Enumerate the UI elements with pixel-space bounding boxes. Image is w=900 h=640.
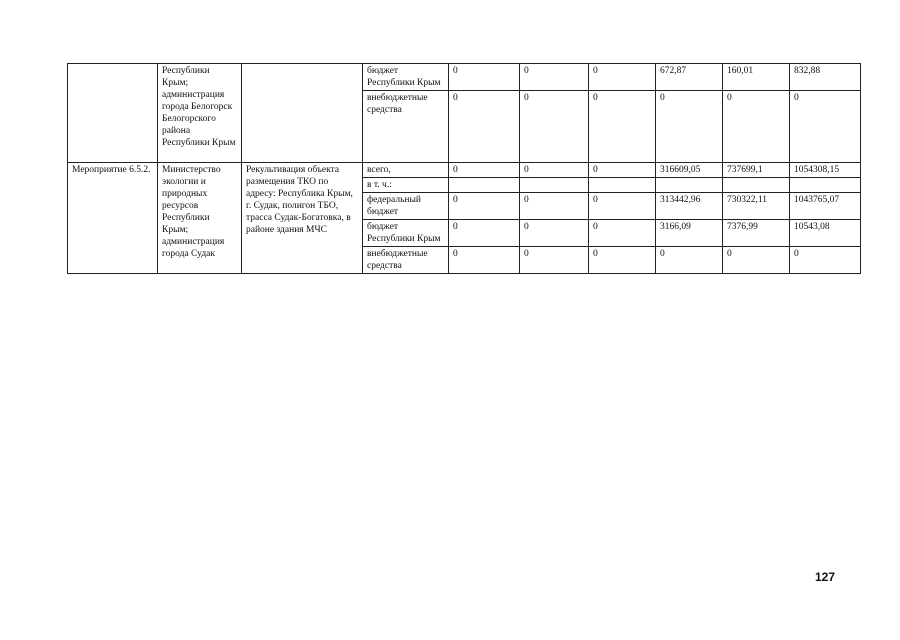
value-cell: 7376,99 [723, 220, 790, 247]
source-cell: внебюджетные средства [363, 247, 449, 274]
value-cell: 730322,11 [723, 193, 790, 220]
table-row [68, 64, 861, 91]
value-cell: 0 [449, 163, 520, 178]
budget-table [67, 63, 861, 274]
value-cell: 737699,1 [723, 163, 790, 178]
value-cell [723, 178, 790, 193]
value-cell: 0 [589, 247, 656, 274]
source-cell: в т. ч.: [363, 178, 449, 193]
value-cell: 0 [723, 91, 790, 163]
value-cell: 0 [449, 91, 520, 163]
value-cell: 3166,09 [656, 220, 723, 247]
value-cell: 0 [520, 91, 589, 163]
value-cell: 0 [520, 163, 589, 178]
source-cell: всего, [363, 163, 449, 178]
event-cell [68, 64, 158, 163]
value-cell: 0 [520, 193, 589, 220]
description-cell [242, 64, 363, 163]
value-cell: 1043765,07 [790, 193, 861, 220]
value-cell: 1054308,15 [790, 163, 861, 178]
value-cell: 0 [520, 220, 589, 247]
value-cell: 0 [723, 247, 790, 274]
value-cell: 10543,08 [790, 220, 861, 247]
value-cell: 0 [449, 64, 520, 91]
value-cell: 832,88 [790, 64, 861, 91]
executor-cell: Республики Крым; администрация города Белогорск Белогорского района Республики Крым [158, 64, 242, 163]
value-cell: 0 [589, 64, 656, 91]
value-cell: 0 [449, 220, 520, 247]
value-cell: 0 [589, 193, 656, 220]
source-cell: бюджет Республики Крым [363, 220, 449, 247]
value-cell: 313442,96 [656, 193, 723, 220]
value-cell: 0 [589, 91, 656, 163]
table-row [68, 163, 861, 178]
value-cell: 0 [520, 64, 589, 91]
value-cell: 0 [520, 247, 589, 274]
source-cell: внебюджетные средства [363, 91, 449, 163]
value-cell: 0 [449, 193, 520, 220]
value-cell: 0 [656, 91, 723, 163]
description-cell: Рекультивация объекта размещения ТКО по адресу: Республика Крым, г. Судак, полигон ТБО, трасса Судак-Богатовка, в районе здания МЧС [242, 163, 363, 274]
value-cell: 0 [790, 247, 861, 274]
value-cell [520, 178, 589, 193]
value-cell: 0 [790, 91, 861, 163]
event-name-cell: Мероприятие 6.5.2. [68, 163, 158, 274]
source-cell: федеральный бюджет [363, 193, 449, 220]
value-cell [589, 178, 656, 193]
value-cell: 672,87 [656, 64, 723, 91]
value-cell: 0 [449, 247, 520, 274]
value-cell: 0 [589, 163, 656, 178]
executor-cell: Министерство экологии и природных ресурсов Республики Крым; администрация города Судак [158, 163, 242, 274]
value-cell [790, 178, 861, 193]
value-cell [449, 178, 520, 193]
source-cell: бюджет Республики Крым [363, 64, 449, 91]
value-cell: 316609,05 [656, 163, 723, 178]
value-cell: 0 [656, 247, 723, 274]
page-number: 127 [815, 570, 836, 584]
value-cell: 160,01 [723, 64, 790, 91]
value-cell [656, 178, 723, 193]
value-cell: 0 [589, 220, 656, 247]
